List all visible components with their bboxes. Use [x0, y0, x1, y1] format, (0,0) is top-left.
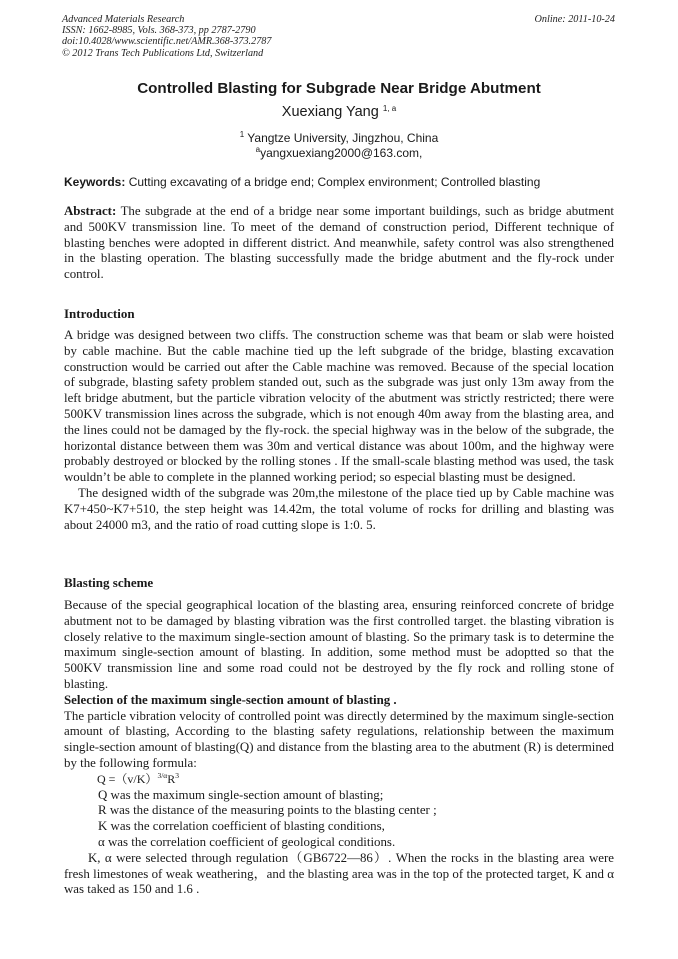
- definition-alpha: α was the correlation coefficient of geological conditions.: [98, 834, 396, 849]
- definition-q: Q was the maximum single-section amount of blasting;: [98, 787, 384, 802]
- author-sup: 1, a: [382, 104, 397, 113]
- journal-header: [62, 14, 422, 59]
- paper-title: Controlled Blasting for Subgrade Near Bridge Abutment: [137, 80, 541, 97]
- introduction-paragraph-1: A bridge was designed between two cliffs. The construction scheme was that beam or slab were hoisted by cable machine. But the cable machine tied up the left subgrade of the bridge, blasting excavation construction would be carried out after the Cable machine was removed. Because of the special location of subgrade, blasting safety problem standed out, such as the subgrade was just only 13m away from the left bridge abutment, but the particle vibration velocity of the abutment was strictly restricted; there were 500KV transmission lines across the subgrade, which is not enough 40m away from the blasting area, and the lines could not be damaged by the fly-rock. the special highway was in the below of the subgrade, the horizontal distance between them was 30m and vertical distance was about 100m, and the highway were probably destroyed or blocked by the rolling stones . If the small-scale blasting method was used, the task wouldn’t be able to complete in the planned working period; so especial blasting must be designed.: [64, 328, 614, 485]
- blasting-scheme-heading: Blasting scheme: [64, 575, 154, 590]
- email-text: yangxuexiang2000@163.com,: [260, 146, 423, 160]
- affiliation-sup: 1: [239, 130, 245, 139]
- author-email: [0, 146, 678, 160]
- introduction-body: [64, 328, 614, 533]
- keywords: [64, 175, 624, 189]
- author-name: Xuexiang Yang: [281, 104, 379, 120]
- formula-base: Q =（v/K）: [97, 771, 158, 786]
- journal-copyright: © 2012 Trans Tech Publications Ltd, Switzerland: [62, 47, 264, 59]
- definition-r: R was the distance of the measuring points to the blasting center ;: [98, 803, 437, 818]
- introduction-paragraph-2: The designed width of the subgrade was 20m,the milestone of the place tied up by Cable machine was K7+450~K7+510, the step height was 14.42m, the total volume of rocks for drilling and blasting was about 24000 m3, and the ratio of road cutting slope is 1:0. 5.: [64, 485, 614, 532]
- abstract-text: The subgrade at the end of a bridge near some important buildings, such as bridge abutment and 500KV transmission line. To meet of the demand of construction period, Different technique of blasting benches were adopted in different district. And meanwhile, safety control was also strengthened in the blasting operation. The blasting successfully made the bridge abutment and the fly-rock under control.: [64, 204, 614, 282]
- scheme-subheading: Selection of the maximum single-section amount of blasting .: [64, 692, 397, 707]
- formula-exponent-2: 3: [175, 770, 179, 780]
- keywords-text: Cutting excavating of a bridge end; Complex environment; Controlled blasting: [128, 175, 541, 189]
- vibration-formula: [64, 772, 614, 788]
- introduction-heading: Introduction: [64, 306, 135, 321]
- formula-exponent-1: 3/α: [157, 770, 168, 780]
- journal-name: Advanced Materials Research: [62, 14, 185, 25]
- affiliation-text: Yangtze University, Jingzhou, China: [247, 131, 439, 145]
- journal-doi: doi:10.4028/www.scientific.net/AMR.368-373.2787: [62, 36, 272, 48]
- keywords-label: Keywords:: [64, 175, 126, 189]
- email-sup: a: [255, 145, 261, 154]
- abstract: [64, 204, 614, 283]
- blasting-scheme-body: [64, 598, 614, 898]
- scheme-paragraph-3: K, α were selected through regulation（GB6722—86）. When the rocks in the blasting area were fresh limestones of weak weathering，and the blasting area was in the top of the protected target, K and α was taked as 150 and 1.6 .: [64, 850, 614, 897]
- formula-r: R: [167, 771, 176, 786]
- scheme-paragraph-1: Because of the special geographical location of the blasting area, ensuring reinforced concrete of bridge abutment not to be damaged by blasting vibration was the first controlled target. the blasting vibration is closely relative to the maximum single-section amount of blasting. So the primary task is to determine the maximum single-section amount of blasting. In addition, some method must be adoptted so that the 500KV transmission line and some road could not be destroyed by the fly rock and rolling stone of blasting.: [64, 598, 614, 691]
- online-date: Online: 2011-10-24: [534, 14, 615, 25]
- journal-issn: ISSN: 1662-8985, Vols. 368-373, pp 2787-2790: [62, 25, 256, 37]
- scheme-paragraph-2: The particle vibration velocity of controlled point was directly determined by the maximum single-section amount of blasting, According to the blasting safety regulations, relationship between the maximum single-section amount of blasting(Q) and distance from the blasting area to the abutment (R) is determined by the following formula:: [64, 708, 614, 770]
- abstract-label: Abstract:: [64, 204, 117, 218]
- author: [0, 104, 678, 120]
- definition-k: K was the correlation coefficient of blasting conditions,: [98, 819, 385, 834]
- affiliation: [0, 131, 678, 145]
